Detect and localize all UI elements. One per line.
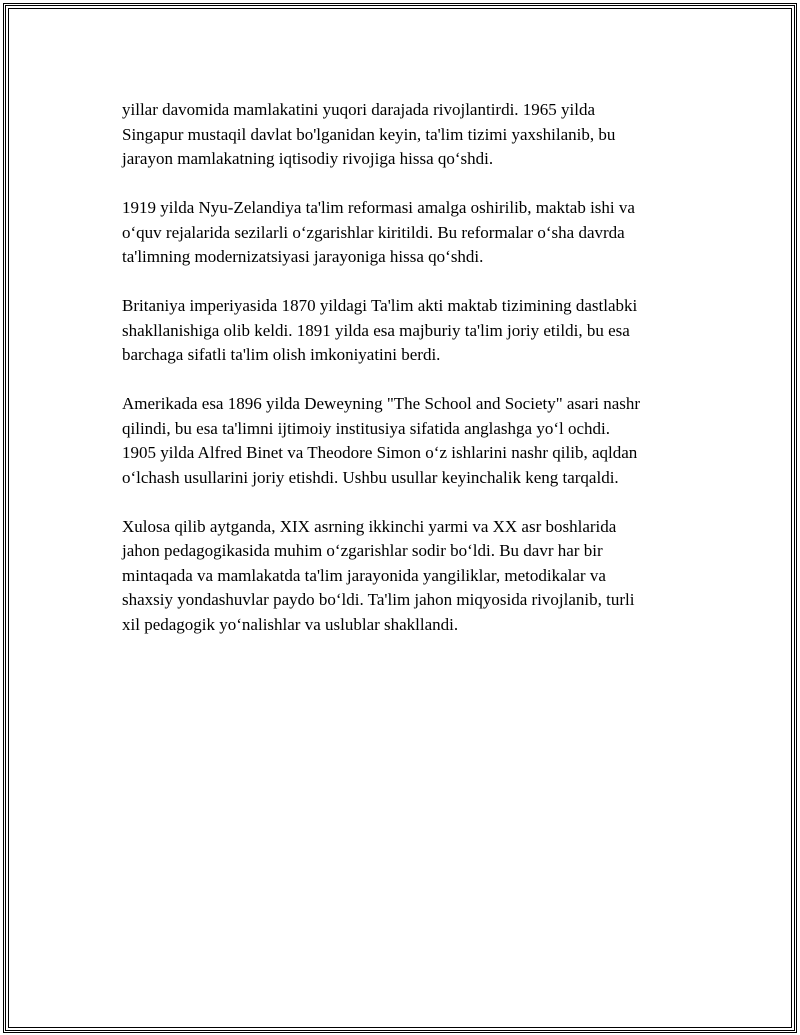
text-line: ta'limning modernizatsiyasi jarayoniga hissa qo‘shdi.: [122, 247, 484, 266]
text-line: o‘quv rejalarida sezilarli o‘zgarishlar kiritildi. Bu reformalar o‘sha davrda: [122, 222, 625, 242]
text-line: Britaniya imperiyasida 1870 yildagi Ta'lim akti maktab tizimining dastlabki: [122, 296, 638, 315]
text-line: yillar davomida mamlakatini yuqori darajada rivojlantirdi. 1965 yilda: [122, 100, 596, 119]
text-line: xil pedagogik yo‘nalishlar va uslublar shakllandi.: [122, 614, 459, 634]
text-line: qilindi, bu esa ta'limni ijtimoiy institusiya sifatida anglashga yo‘l ochdi.: [122, 418, 610, 438]
page-border: [3, 3, 797, 1033]
paragraph-singapore: [122, 98, 692, 172]
paragraph-america: [122, 392, 692, 490]
paragraph-conclusion: [122, 515, 692, 638]
text-line: Singapur mustaqil davlat bo'lganidan keyin, ta'lim tizimi yaxshilanib, bu: [122, 124, 616, 144]
text-line: jarayon mamlakatning iqtisodiy rivojiga hissa qo‘shdi.: [122, 149, 494, 168]
text-line: 1919 yilda Nyu-Zelandiya ta'lim reformasi amalga oshirilib, maktab ishi va: [122, 198, 635, 217]
paragraph-british-empire: [122, 294, 692, 368]
text-line: Xulosa qilib aytganda, XIX asrning ikkinchi yarmi va XX asr boshlarida: [122, 516, 617, 536]
text-line: shaxsiy yondashuvlar paydo bo‘ldi. Ta'lim jahon miqyosida rivojlanib, turli: [122, 590, 635, 609]
text-line: o‘lchash usullarini joriy etishdi. Ushbu usullar keyinchalik keng tarqaldi.: [122, 467, 619, 487]
text-line: Amerikada esa 1896 yilda Deweyning "The School and Society" asari nashr: [122, 394, 641, 413]
document-body: [122, 98, 692, 662]
paragraph-new-zealand: [122, 196, 692, 270]
text-line: shakllanishiga olib keldi. 1891 yilda esa majburiy ta'lim joriy etildi, bu esa: [122, 320, 630, 340]
text-line: 1905 yilda Alfred Binet va Theodore Simon o‘z ishlarini nashr qilib, aqldan: [122, 443, 638, 462]
text-line: mintaqada va mamlakatda ta'lim jarayonida yangiliklar, metodikalar va: [122, 565, 606, 585]
text-line: jahon pedagogikasida muhim o‘zgarishlar sodir bo‘ldi. Bu davr har bir: [122, 541, 603, 560]
text-line: barchaga sifatli ta'lim olish imkoniyatini berdi.: [122, 345, 441, 364]
